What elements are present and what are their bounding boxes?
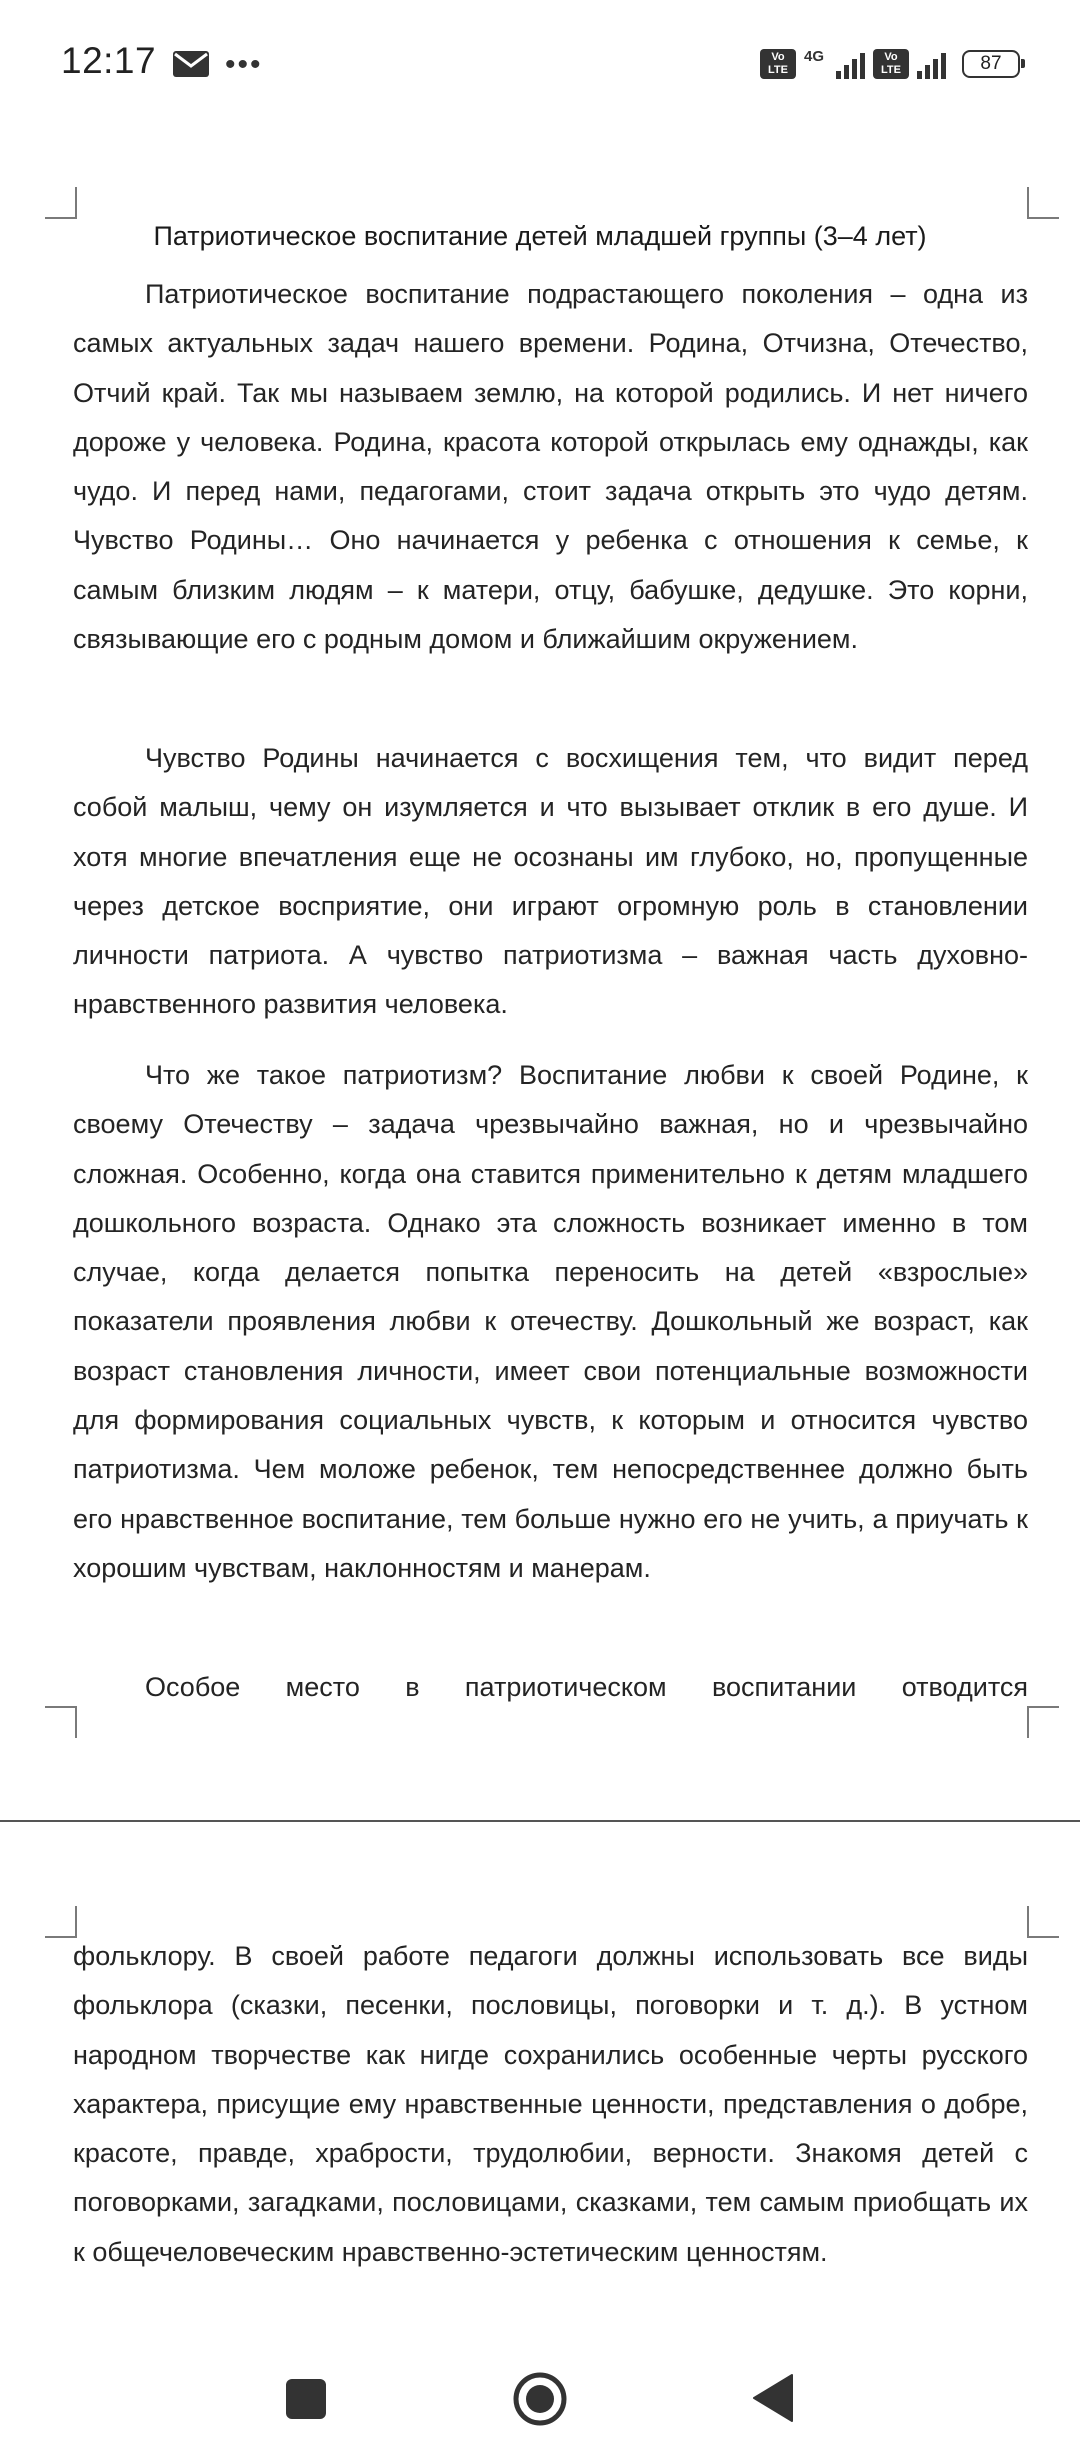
document-title: Патриотическое воспитание детей младшей группы (3–4 лет) [153, 221, 927, 251]
signal-icon [836, 49, 865, 79]
status-bar [0, 0, 1080, 130]
paragraph-1: Патриотическое воспитание подрастающего поколения – одна из самых актуальных задач нашего времени. Родина, Отчизна, Отечество, Отчий край. Так мы называем землю, на которой родились. И нет ничего дороже у человека. Родина, красота которой открылась ему однажды, как чудо. И перед нами, педагогами, стоит задача открыть это чудо детям. Чувство Родины… Оно начинается у ребенка с отношения к семье, к самым близким людям – к матери, отцу, бабушке, дедушке. Это корни, связывающие его с родным домом и ближайшим окружением. [73, 279, 1028, 655]
more-notifications-icon: ••• [225, 48, 263, 81]
home-button[interactable] [512, 2371, 568, 2427]
volte-icon-2: Vo LTE [873, 49, 909, 79]
status-icons [760, 46, 1020, 82]
signal-icon-2 [917, 49, 946, 79]
paragraph-2: Чувство Родины начинается с восхищения тем, что видит перед собой малыш, чему он изумляется и что вызывает отклик в его душе. И хотя многие впечатления еще не осознаны им глубоко, но, пропущенные через детское восприятие, они играют огромную роль в становлении личности патриота. А чувство патриотизма – важная часть духовно-нравственного развития человека. [73, 743, 1028, 1020]
paragraph-4-start: Особое место в патриотическом воспитании отводится [145, 1672, 1028, 1702]
battery-icon: 87 [962, 50, 1020, 78]
paragraph-4-continued: фольклору. В своей работе педагоги должны использовать все виды фольклора (сказки, песенки, пословицы, поговорки и т. д.). В устном народном творчестве как нигде сохранились особенные черты русского характера, присущие ему нравственные ценности, представления о добре, красоте, правде, храбрости, трудолюбии, верности. Знакомя детей с поговорками, загадками, пословицами, сказками, тем самым приобщать их к общечеловеческим нравственно-эстетическим ценностям. [73, 1941, 1028, 2267]
navigation-bar [0, 2335, 1080, 2460]
clock: 12:17 [61, 40, 157, 81]
page-corner-mark [45, 187, 77, 219]
volte-icon: Vo LTE [760, 49, 796, 79]
recents-button[interactable] [286, 2379, 326, 2419]
back-button[interactable] [752, 2373, 794, 2423]
page-corner-mark [1027, 1906, 1059, 1938]
page-corner-mark [1027, 187, 1059, 219]
mail-icon [172, 50, 210, 78]
page-corner-mark [1027, 1706, 1059, 1738]
paragraph-3: Что же такое патриотизм? Воспитание любви к своей Родине, к своему Отечеству – задача чрезвычайно важная, но и чрезвычайно сложная. Особенно, когда она ставится применительно к детям младшего дошкольного возраста. Однако эта сложность возникает именно в том случае, когда делается попытка переносить на детей «взрослые» показатели проявления любви к отечеству. Дошкольный же возраст, как возраст становления личности, имеет свои потенциальные возможности для формирования социальных чувств, к которым и относится чувство патриотизма. Чем моложе ребенок, тем непосредственнее должно быть его нравственное воспитание, тем больше нужно его не учить, а приучать к хорошим чувствам, наклонностям и манерам. [73, 1060, 1028, 1583]
network-type: 4G [804, 47, 825, 65]
page-divider [0, 1820, 1080, 1822]
